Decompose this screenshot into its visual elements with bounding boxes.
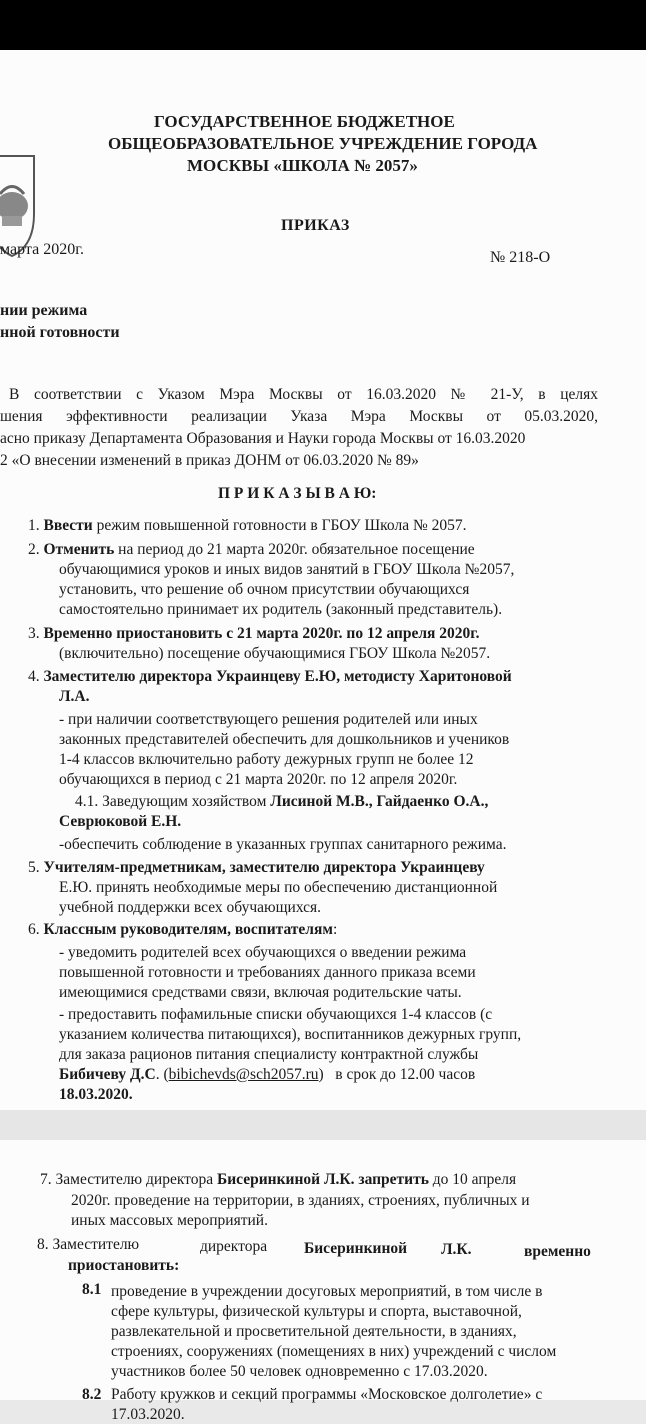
item-2-bold: Отменить <box>43 541 115 558</box>
item-5-bold: Учителям-предметникам, заместителю директора Украинцеву <box>43 859 485 876</box>
item-2-text: на период до 21 марта 2020г. обязательное посещение <box>114 541 475 558</box>
item-8-bold-b: Л.К. <box>441 1241 472 1258</box>
item-4-bold: Заместителю директора Украинцеву Е.Ю, методисту Харитоновой <box>43 668 512 685</box>
item-5 <box>28 858 485 877</box>
item-8-1-number: 8.1 <box>82 1281 102 1298</box>
item-4-1-line: -обеспечить соблюдение в указанных группах санитарного режима. <box>59 836 507 853</box>
item-6-deadline: в срок до 12.00 часов <box>335 1066 476 1083</box>
item-4 <box>28 667 512 686</box>
item-6 <box>28 920 337 939</box>
item-6-line-6: для заказа рационов питания специалисту контрактной службы <box>59 1046 479 1063</box>
item-2-number: 2. <box>28 541 40 558</box>
preamble-line-3: асно приказу Департамента Образования и Науки города Москвы от 16.03.2020 <box>0 430 526 447</box>
item-3-line-1: (включительно) посещение обучающимися ГБОУ Школа №2057. <box>59 645 491 662</box>
email-link[interactable]: bibichevds@sch2057.ru <box>168 1066 319 1083</box>
item-3-bold: Временно приостановить с 21 марта 2020г. по 12 апреля 2020г. <box>43 625 480 642</box>
item-8-1-line-2: сфере культуры, физической культуры и спорта, выставочной, <box>111 1303 522 1320</box>
item-8-2-number: 8.2 <box>82 1386 102 1403</box>
item-5-line-1: Е.Ю. принять необходимые меры по обеспечению дистанционной <box>59 879 498 896</box>
item-6-number: 6. <box>28 921 40 938</box>
subject-line-2: нной готовности <box>0 324 120 341</box>
item-8 <box>37 1235 139 1254</box>
item-6-name: Бибичеву Д.С <box>59 1066 156 1083</box>
item-6-line-5: указанием количества питающихся), воспитанников дежурных групп, <box>59 1026 522 1043</box>
item-8-1-line-5: участников более 50 человек одновременно с 17.03.2020. <box>111 1363 488 1380</box>
preamble-line-1: В соответствии с Указом Мэра Москвы от 16.03.2020 № 21-У, в целях <box>9 386 598 403</box>
item-6-line-4: - предоставить пофамильные списки обучающихся 1-4 классов (с <box>59 1006 493 1023</box>
item-6-line-7: Бибичеву Д.С. (bibichevds@sch2057.ru) в срок до 12.00 часов <box>59 1066 476 1083</box>
item-8-number: 8. <box>37 1236 49 1253</box>
item-6-colon: : <box>332 921 338 938</box>
preamble-line-2: шения эффективности реализации Указа Мэра Москвы от 05.03.2020, <box>0 408 598 425</box>
item-8-1-line-4: строениях, сооружениях (помещениях в них) учреждений с числом <box>111 1343 557 1360</box>
item-4-line-1: - при наличии соответствующего решения родителей или иных <box>59 711 478 728</box>
page-gap <box>0 1110 646 1140</box>
item-8-text-b: директора <box>200 1238 268 1255</box>
item-8-2-line-2: 17.03.2020. <box>111 1406 185 1423</box>
item-6-bold: Классным руководителям, воспитателям <box>43 921 333 938</box>
item-4-number: 4. <box>28 668 40 685</box>
org-name-line-2: ОБЩЕОБРАЗОВАТЕЛЬНОЕ УЧРЕЖДЕНИЕ ГОРОДА <box>108 134 538 153</box>
item-7-number: 7. <box>40 1171 52 1188</box>
item-2-line-1: обучающимися уроков и иных видов занятий в ГБОУ Школа №2057, <box>59 561 515 578</box>
item-7-text-2: до 10 апреля <box>432 1171 517 1188</box>
preamble-line-4: 2 «О внесении изменений в приказ ДОНМ от 06.03.2020 № 89» <box>0 452 419 469</box>
item-4-1-bold-line-2: Севрюковой Е.Н. <box>59 813 182 830</box>
document-page-1 <box>0 50 646 1110</box>
item-7-bold: Бисеринкиной Л.К. запретить <box>216 1171 429 1188</box>
order-number: № 218-О <box>490 249 551 266</box>
item-7-text: Заместителю директора <box>55 1171 214 1188</box>
item-6-line-2: повышенной готовности и требованиях данного приказа всеми <box>59 964 476 981</box>
item-8-text: Заместителю <box>52 1236 140 1253</box>
document-page-2 <box>0 1140 646 1423</box>
item-8-1-line-3: развлекательной и просветительной деятельности, в зданиях, <box>111 1323 517 1340</box>
org-name-line-3: МОСКВЫ «ШКОЛА № 2057» <box>187 156 418 175</box>
item-8-bold-line-2: приостановить: <box>68 1257 180 1274</box>
item-8-bold: Бисеринкиной <box>304 1240 408 1257</box>
item-4-1 <box>75 792 488 811</box>
item-1-bold: Ввести <box>43 517 93 534</box>
item-7 <box>40 1170 516 1189</box>
subject-line-1: нии режима <box>0 302 88 319</box>
item-4-line-3: 1-4 классов включительно работу дежурных групп не более 12 <box>59 751 474 768</box>
item-4-line-4: обучающихся в период с 21 марта 2020г. по 12 апреля 2020г. <box>59 771 458 788</box>
item-8-1-line-1: проведение в учреждении досуговых мероприятий, в том числе в <box>111 1283 543 1300</box>
item-2-line-2: установить, что решение об очном присутствии обучающихся <box>59 581 470 598</box>
item-1 <box>28 516 466 535</box>
item-7-line-1: 2020г. проведение на территории, в зданиях, строениях, публичных и <box>71 1192 530 1209</box>
item-5-line-2: учебной поддержки всех обучающихся. <box>59 899 322 916</box>
order-word: П Р И К А З Ы В А Ю: <box>218 485 377 502</box>
item-1-text: режим повышенной готовности в ГБОУ Школа № 2057. <box>92 517 467 534</box>
item-7-line-2: иных массовых мероприятий. <box>71 1212 268 1229</box>
org-name-line-1: ГОСУДАРСТВЕННОЕ БЮДЖЕТНОЕ <box>154 112 455 131</box>
item-2 <box>28 540 475 559</box>
item-4-bold-line-2: Л.А. <box>59 688 90 705</box>
item-8-2-line-1: Работу кружков и секций программы «Московское долголетие» с <box>111 1386 543 1403</box>
document-type-title: ПРИКАЗ <box>281 217 350 234</box>
item-2-line-3: самостоятельно принимает их родитель (законный представитель). <box>59 601 503 618</box>
item-4-1-bold: Лисиной М.В., Гайдаенко О.А., <box>270 793 489 810</box>
item-4-line-2: законных представителей обеспечить для дошкольников и учеников <box>59 731 510 748</box>
item-4-1-text: 4.1. Заведующим хозяйством <box>75 793 267 810</box>
item-3 <box>28 624 479 643</box>
item-8-bold-c: временно <box>524 1243 591 1260</box>
item-5-number: 5. <box>28 859 40 876</box>
item-3-number: 3. <box>28 625 40 642</box>
item-1-number: 1. <box>28 517 40 534</box>
top-status-bar <box>0 0 646 50</box>
item-6-date: 18.03.2020. <box>59 1086 133 1103</box>
order-date: марта 2020г. <box>0 241 84 258</box>
item-6-line-1: - уведомить родителей всех обучающихся о введении режима <box>59 944 467 961</box>
item-6-line-3: имеющимися средствами связи, включая родительские чаты. <box>59 984 462 1001</box>
